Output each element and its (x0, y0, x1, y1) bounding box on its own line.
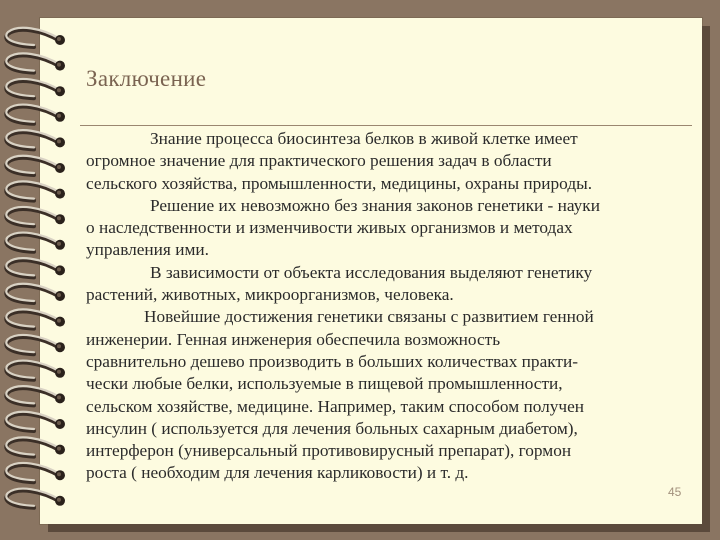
spiral-ring (6, 309, 65, 328)
spiral-ring (6, 53, 65, 72)
text-line: о наследственности и изменчивости живых организмов и методах (86, 218, 573, 238)
text-line: сравнительно дешево производить в больших количествах практи- (86, 351, 578, 371)
slide-body (86, 128, 686, 485)
spiral-ring (6, 79, 65, 98)
spiral-binding (0, 18, 70, 524)
text-line: инженерии. Генная инженерия обеспечила возможность (86, 329, 501, 349)
text-line: роста ( необходим для лечения карликовости) и т. д. (86, 463, 469, 483)
text-line: чески любые белки, используемые в пищевой промышленности, (86, 374, 563, 394)
text-line: Решение их невозможно без знания законов генетики - науки (150, 195, 600, 215)
title-divider (80, 125, 692, 126)
slide-title: Заключение (86, 66, 207, 91)
paragraph (86, 195, 686, 262)
text-line: Знание процесса биосинтеза белков в живой клетке имеет (150, 129, 578, 148)
spiral-ring (6, 437, 65, 456)
spiral-ring (6, 412, 65, 431)
spiral-ring (6, 335, 65, 354)
spiral-ring (6, 130, 65, 149)
spiral-ring (6, 28, 65, 47)
spiral-ring (6, 463, 65, 482)
spiral-ring (6, 105, 65, 124)
spiral-ring (6, 258, 65, 277)
spiral-ring (6, 386, 65, 405)
paragraph (86, 262, 686, 307)
text-line: сельском хозяйстве, медицине. Например, таким способом получен (86, 396, 584, 416)
text-line: Новейшие достижения генетики связаны с развитием генной (144, 307, 594, 327)
paragraph (86, 128, 686, 195)
text-line: огромное значение для практического решения задач в области (86, 151, 552, 171)
spiral-ring (6, 284, 65, 303)
text-line: инсулин ( используется для лечения больных сахарным диабетом), (86, 418, 578, 438)
spiral-ring (6, 361, 65, 380)
paragraph (86, 306, 686, 484)
spiral-ring (6, 207, 65, 226)
text-line: интерферон (универсальный противовирусный препарат), гормон (86, 441, 572, 461)
text-line: растений, животных, микроорганизмов, человека. (86, 285, 454, 305)
page-number: 45 (668, 485, 682, 499)
spiral-ring (6, 489, 65, 508)
text-line: сельского хозяйства, промышленности, медицины, охраны природы. (86, 173, 593, 193)
spiral-ring (6, 233, 65, 252)
spiral-ring (6, 181, 65, 200)
text-line: управления ими. (86, 240, 209, 260)
text-line: В зависимости от объекта исследования выделяют генетику (150, 262, 593, 282)
spiral-ring (6, 156, 65, 175)
